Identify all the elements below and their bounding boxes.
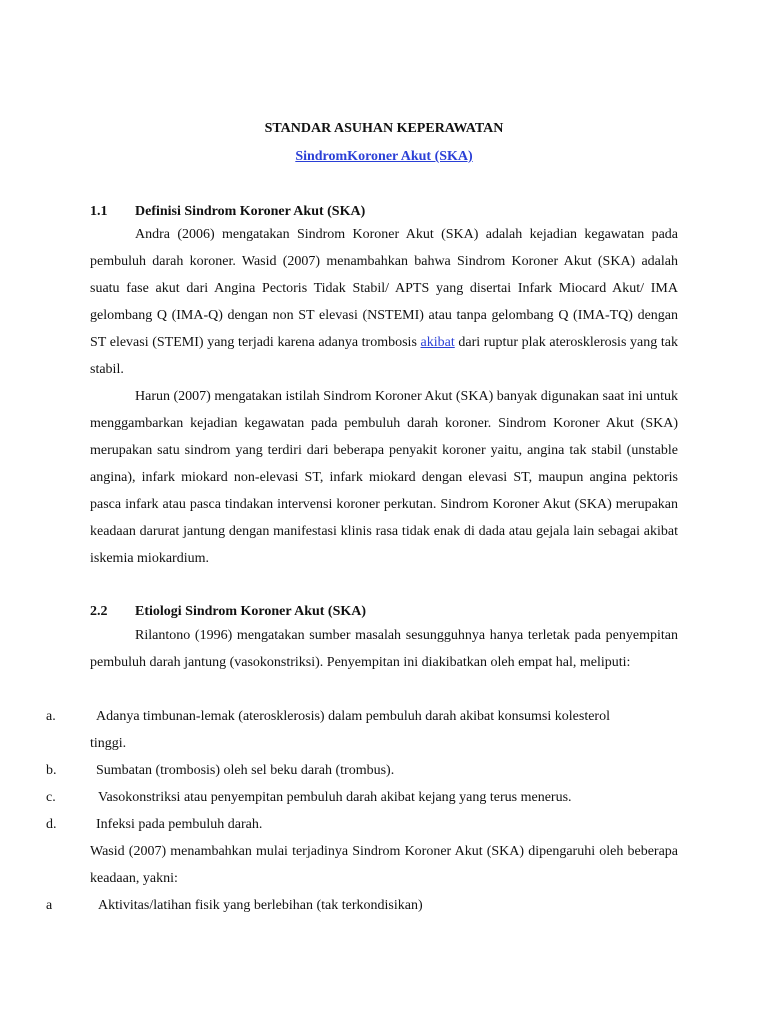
subtitle-link[interactable]: SindromKoroner Akut (SKA) [295, 149, 473, 164]
list-marker: c. [46, 790, 56, 805]
list-item-c [46, 784, 678, 811]
paragraph-text-end: dari ruptur plak aterosklerosis yang tak stabil. [90, 335, 678, 377]
list-item-a [46, 703, 678, 757]
section-number: 2.2 [90, 604, 108, 619]
section-number: 1.1 [90, 204, 108, 219]
list-item-a-aktivitas [46, 892, 678, 919]
paragraph-text: Andra (2006) mengatakan Sindrom Koroner Akut (SKA) adalah kejadian kegawatan pada pembuluh darah koroner. Wasid (2007) menambahkan bahwa Sindrom Koroner Akut (SKA) adalah suatu fase akut dari Angina Pectoris Tidak Stabil/ APTS yang disertai Infark Miocard Akut/ IMA gelombang Q (IMA-Q) dengan non ST elevasi (NSTEMI) atau tanpa gelombang Q (IMA-TQ) dengan ST elevasi (STEMI) yang terjadi karena adanya trombosis [90, 227, 678, 350]
list-text: Vasokonstriksi atau penyempitan pembuluh darah akibat kejang yang terus menerus. [98, 790, 572, 805]
list-text-continued: tinggi. [90, 736, 127, 751]
list-text: Sumbatan (trombosis) oleh sel beku darah (trombus). [96, 763, 395, 778]
paragraph-definisi-harun: Harun (2007) mengatakan istilah Sindrom Koroner Akut (SKA) banyak digunakan saat ini untuk menggambarkan kejadian kegawatan pada pembuluh darah koroner. Sindrom Koroner Akut (SKA) merupakan satu sindrom yang terdiri dari beberapa penyakit koroner yaitu, angina tak stabil (unstable angina), infark miokard non-elevasi ST, infark miokard dengan elevasi ST, maupun angina pektoris pasca infark atau pasca tindakan intervensi koroner perkutan. Sindrom Koroner Akut (SKA) merupakan keadaan darurat jantung dengan manifestasi klinis rasa tidak enak di dada atau gejala lain sebagai akibat iskemia miokardium. [90, 389, 678, 566]
section-title: Definisi Sindrom Koroner Akut (SKA) [135, 204, 366, 219]
document-title: STANDAR ASUHAN KEPERAWATAN [264, 121, 504, 136]
list-marker: b. [46, 763, 57, 778]
list-item-b [46, 757, 678, 784]
list-marker: d. [46, 817, 57, 832]
paragraph-etiologi-wasid: Wasid (2007) menambahkan mulai terjadinya Sindrom Koroner Akut (SKA) dipengaruhi oleh beberapa keadaan, yakni: [90, 844, 678, 886]
list-marker: a [46, 898, 53, 913]
list-item-d [46, 811, 678, 838]
section-title: Etiologi Sindrom Koroner Akut (SKA) [135, 604, 367, 619]
list-text: Adanya timbunan-lemak (aterosklerosis) dalam pembuluh darah akibat konsumsi kolesterol [96, 709, 610, 724]
section-heading-definisi [90, 203, 365, 221]
paragraph-definisi-andra [90, 221, 678, 383]
akibat-link[interactable]: akibat [420, 335, 455, 350]
list-text: Infeksi pada pembuluh darah. [96, 817, 263, 832]
document-subtitle [0, 148, 768, 166]
section-heading-etiologi [90, 603, 366, 621]
list-text: Aktivitas/latihan fisik yang berlebihan (tak terkondisikan) [98, 898, 423, 913]
paragraph-etiologi-rilantono: Rilantono (1996) mengatakan sumber masalah sesungguhnya hanya terletak pada penyempitan pembuluh darah jantung (vasokonstriksi). Penyempitan ini diakibatkan oleh empat hal, meliputi: [90, 628, 678, 670]
list-marker: a. [46, 709, 56, 724]
